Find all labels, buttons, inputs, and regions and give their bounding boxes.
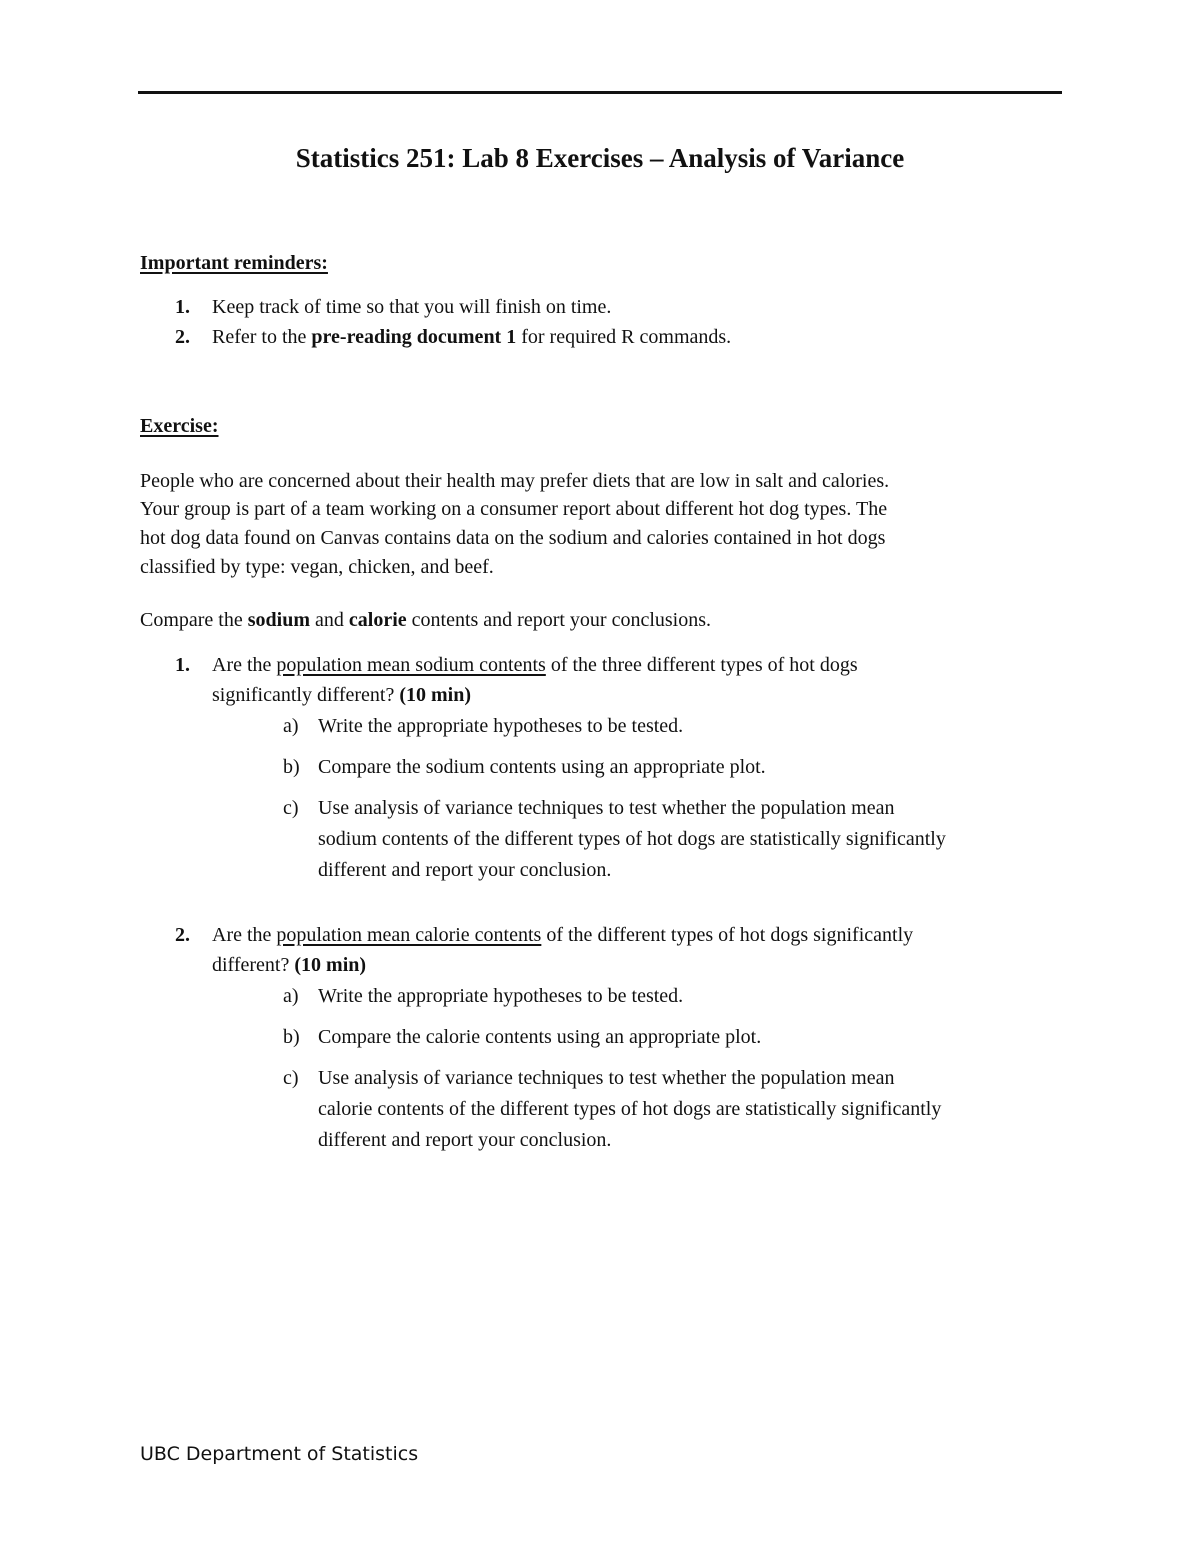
part-line: different and report your conclusion.	[318, 1129, 612, 1151]
part-line: Use analysis of variance techniques to test whether the population mean	[318, 797, 895, 819]
reminder-number: 1.	[175, 296, 190, 318]
part-line: Write the appropriate hypotheses to be tested.	[318, 715, 684, 737]
question-line: Are the population mean calorie contents of the different types of hot dogs significantly	[212, 924, 914, 946]
part-letter: b)	[283, 756, 300, 778]
header-rule	[138, 91, 1062, 94]
question-line: different? (10 min)	[212, 954, 367, 976]
part-line: sodium contents of the different types of hot dogs are statistically significantly	[318, 828, 946, 850]
intro-line: hot dog data found on Canvas contains data on the sodium and calories contained in hot dogs	[140, 527, 886, 549]
exercise-heading: Exercise:	[140, 415, 219, 437]
intro-line: classified by type: vegan, chicken, and beef.	[140, 556, 494, 578]
part-line: different and report your conclusion.	[318, 859, 612, 881]
compare-instruction: Compare the sodium and calorie contents and report your conclusions.	[140, 609, 712, 631]
part-letter: c)	[283, 797, 299, 819]
part-letter: b)	[283, 1026, 300, 1048]
part-letter: a)	[283, 715, 299, 737]
question-number: 1.	[175, 654, 190, 676]
reminder-number: 2.	[175, 326, 190, 348]
part-line: Write the appropriate hypotheses to be tested.	[318, 985, 684, 1007]
footer-department: UBC Department of Statistics	[140, 1443, 419, 1465]
reminder-item: Refer to the pre-reading document 1 for required R commands.	[212, 326, 732, 348]
part-line: Compare the calorie contents using an appropriate plot.	[318, 1026, 762, 1048]
part-letter: c)	[283, 1067, 299, 1089]
intro-line: People who are concerned about their health may prefer diets that are low in salt and calories.	[140, 470, 890, 492]
intro-line: Your group is part of a team working on a consumer report about different hot dog types. The	[140, 498, 888, 520]
question-number: 2.	[175, 924, 190, 946]
pre-reading-document-ref: pre-reading document 1	[311, 326, 517, 348]
page-title: Statistics 251: Lab 8 Exercises – Analysis of Variance	[295, 143, 905, 173]
reminder-item: Keep track of time so that you will finish on time.	[212, 296, 612, 318]
part-letter: a)	[283, 985, 299, 1007]
question-line: significantly different? (10 min)	[212, 684, 472, 706]
reminders-heading: Important reminders:	[140, 252, 328, 274]
part-line: calorie contents of the different types of hot dogs are statistically significantly	[318, 1098, 942, 1120]
part-line: Use analysis of variance techniques to test whether the population mean	[318, 1067, 895, 1089]
question-line: Are the population mean sodium contents of the three different types of hot dogs	[212, 654, 858, 676]
part-line: Compare the sodium contents using an appropriate plot.	[318, 756, 766, 778]
